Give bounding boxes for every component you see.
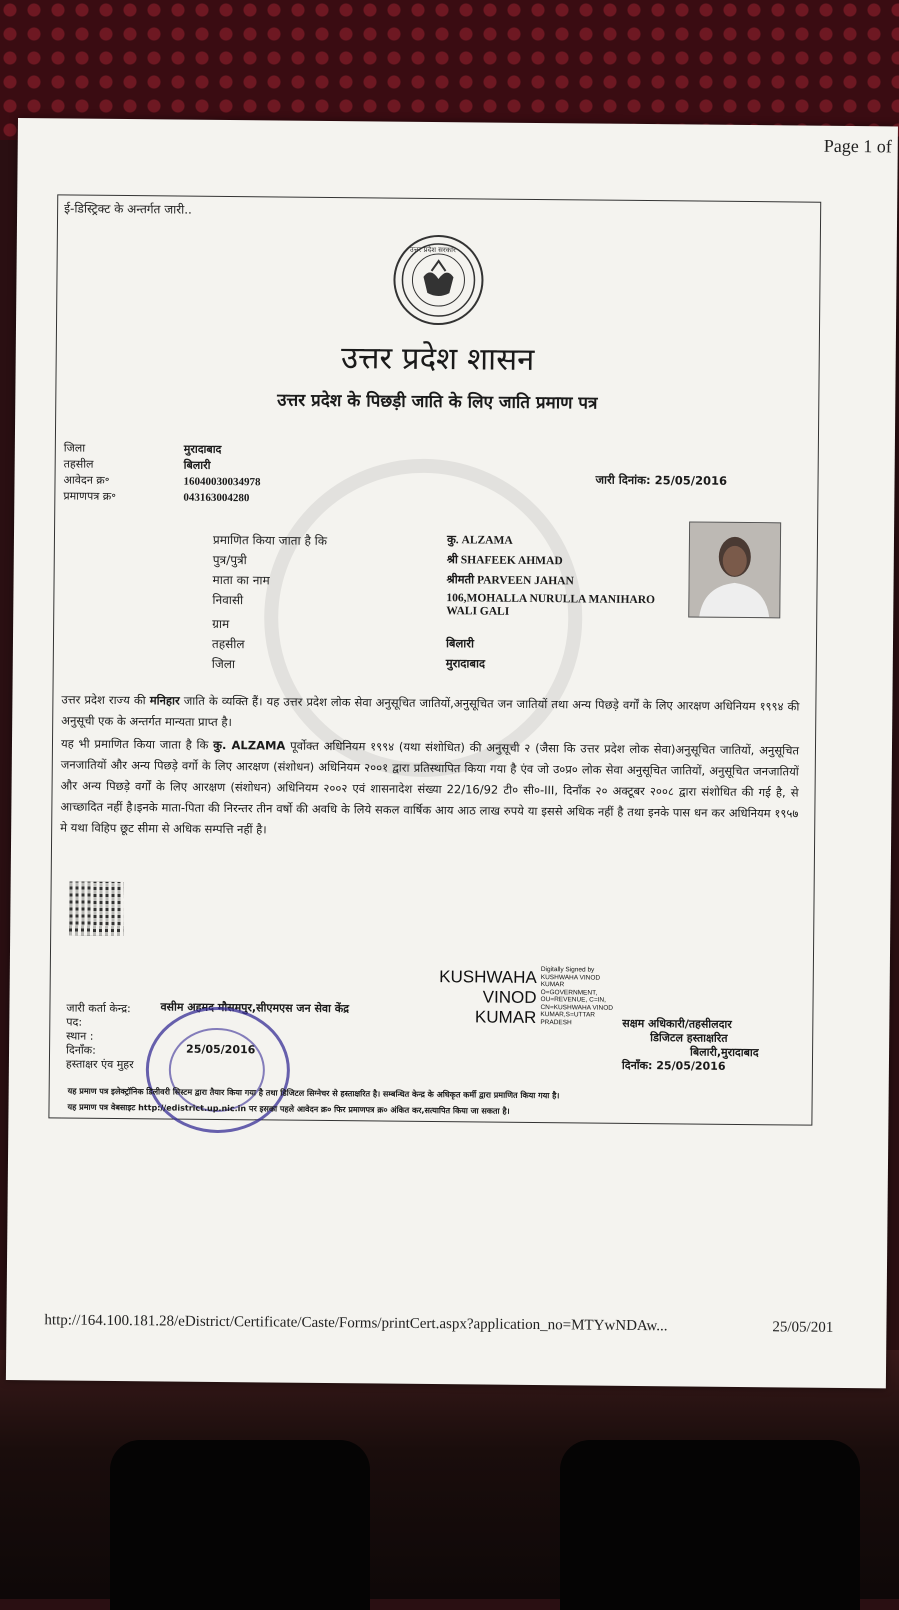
person-name: कु. ALZAMA — [446, 534, 513, 547]
para2-pre: यह भी प्रमाणित किया जाता है कि — [60, 736, 214, 752]
post-label: पद: — [66, 1015, 83, 1029]
tehsil-value: बिलारी — [183, 459, 211, 472]
place-label: स्थान : — [66, 1029, 94, 1043]
certificate-frame — [48, 194, 821, 1125]
center-value: वसीम अहमद मौसमपुर,सीएमएस जन सेवा केंद्र — [160, 1000, 350, 1016]
signer-name-line1: KUSHWAHA — [439, 967, 537, 988]
applicant-photo — [688, 521, 781, 618]
person-tehsil-value: बिलारी — [445, 638, 475, 651]
certification-paragraph — [60, 733, 799, 845]
edistrict-note: ई-डिस्ट्रिक्ट के अन्तर्गत जारी.. — [64, 201, 192, 217]
certificate-paper — [6, 118, 898, 1388]
certified-label: प्रमाणित किया जाता है कि — [212, 532, 328, 548]
sign-seal-label: हस्ताक्षर एंव मुहर — [65, 1057, 134, 1072]
officer-sign: डिजिटल हस्ताक्षरित — [650, 1031, 728, 1045]
resident-label: निवासी — [212, 592, 244, 608]
caste-name: मनिहार — [149, 693, 180, 708]
para2-post: पूर्वोक्त अधिनियम १९९४ (यथा संशोधित) की अनुसूची २ (जैसा कि उत्तर प्रदेश लोक सेवा)अनुसूचित जातियों, अनुसूचित जनजातियों और अन्य पिछड़े वर्गो के लिए आरक्षण (संशोधन) अधिनियम २००१ द्वारा प्रतिस्थापित किया गया है एंव जो उ०प्र० लोक सेवा अनुसूचित जातियों, अनुसूचित जनजातियों और अन्य पिछड़े वर्गों के लिए आरक्षण (संशोधन) अधिनियम २००२ एवं शासनादेश संख्या 22/16/92 टी० सी०-III, दिनाँक २० अक्टूबर २००८ द्वारा संशोधित की गई है, से आच्छादित नहीं है।इनके माता-पिता की निरन्तर तीन वर्षो की अवधि के लिये सकल वार्षिक आय आठ लाख रुपये या इससे अधिक नहीं है तथा इनके पास धन कर अधिनियम १९५७ मे यथा विहिप छूट सीमा से अधिक सम्पत्ति नहीं है। — [60, 738, 800, 837]
document-subtitle: उत्तर प्रदेश के पिछड़ी जाति के लिए जाति प्रमाण पत्र — [277, 390, 598, 414]
footer-line1: यह प्रमाण पत्र इलेक्ट्रॉनिक डिलीवरी सिस्टम द्वारा तैयार किया गया है तथा डिजिटल सिग्नेचर से हस्ताक्षरित है। सम्बन्धित केन्द्र के अधिकृत कर्मी द्वारा प्रमाणित किया गया है। — [67, 1086, 560, 1101]
page-number: Page 1 of — [823, 135, 892, 157]
officer-title: सक्षम अधिकारी/तहसीलदार — [622, 1016, 732, 1031]
tehsil-label: तहसील — [63, 457, 94, 471]
issuer-date: 25/05/2016 — [186, 1042, 256, 1057]
date-label: दिनाँक: — [65, 1043, 96, 1057]
application-label: आवेदन क्र॰ — [63, 473, 110, 487]
background-shadow-right — [560, 1440, 860, 1610]
person-district-value: मुरादाबाद — [445, 658, 486, 671]
district-label: जिला — [63, 441, 86, 455]
mother-label: माता का नाम — [212, 572, 270, 588]
father-name: श्री SHAFEEK AHMAD — [446, 554, 563, 568]
village-label: ग्राम — [212, 616, 230, 632]
certificate-label: प्रमाणपत्र क्र॰ — [63, 489, 117, 503]
print-date: 25/05/201 — [772, 1319, 834, 1336]
mother-name: श्रीमती PARVEEN JAHAN — [446, 574, 574, 588]
district-value: मुरादाबाद — [183, 443, 222, 456]
para1-post: जाति के व्यक्ति हैं। यह उत्तर प्रदेश लोक सेवा अनुसूचित जातियों,अनुसूचित जन जातियों तथा अन्य पिछड़े वर्गों के लिए आरक्षण अधिनियम १९९४ की अनुसूची एक के अन्तर्गत मान्यता प्राप्त है। — [61, 693, 800, 730]
para2-person: कु. ALZAMA — [213, 737, 286, 753]
signer-name-line3: KUMAR — [474, 1007, 537, 1028]
caste-paragraph — [61, 689, 799, 738]
address-value: 106,MOHALLA NURULLA MANIHARO WALI GALI — [446, 592, 656, 618]
officer-place: बिलारी,मुरादाबाद — [690, 1045, 759, 1060]
state-emblem — [393, 235, 484, 326]
document-title: उत्तर प्रदेश शासन — [340, 340, 535, 378]
center-label: जारी कर्ता केन्द्र: — [66, 1001, 131, 1016]
person-tehsil-label: तहसील — [211, 636, 245, 652]
background-shadow-left — [110, 1440, 370, 1610]
emblem-text: उत्तर प्रदेश सरकार — [409, 245, 456, 255]
application-number: 16040030034978 — [183, 475, 261, 489]
print-url: http://164.100.181.28/eDistrict/Certificate/Caste/Forms/printCert.aspx?application_no=MTYwNDAw... — [44, 1312, 668, 1335]
footer-line2: यह प्रमाण पत्र वेबसाइट http://edistrict.up.nic.in पर इसका पहले आवेदन क्र० फिर प्रमाणपत्र क्र० अंकित कर,सत्यापित किया जा सकता है। — [67, 1102, 510, 1116]
digital-signature-details: Digitally Signed by KUSHWAHA VINOD KUMAR O=GOVERNMENT, OU=REVENUE, C=IN, CN=KUSHWAHA VINOD KUMAR,S=UTTAR PRADESH — [540, 966, 614, 1026]
certificate-number: 043163004280 — [183, 491, 250, 505]
issue-date: जारी दिनांक: 25/05/2016 — [595, 472, 728, 488]
para1-pre: उत्तर प्रदेश राज्य की — [61, 692, 150, 708]
person-district-label: जिला — [211, 656, 236, 672]
signer-name-line2: VINOD — [482, 987, 537, 1008]
person-silhouette-icon — [689, 522, 780, 617]
qr-code-pattern — [69, 882, 124, 937]
child-of-label: पुत्र/पुत्री — [212, 552, 247, 568]
officer-date: दिनाँक: 25/05/2016 — [621, 1058, 726, 1073]
